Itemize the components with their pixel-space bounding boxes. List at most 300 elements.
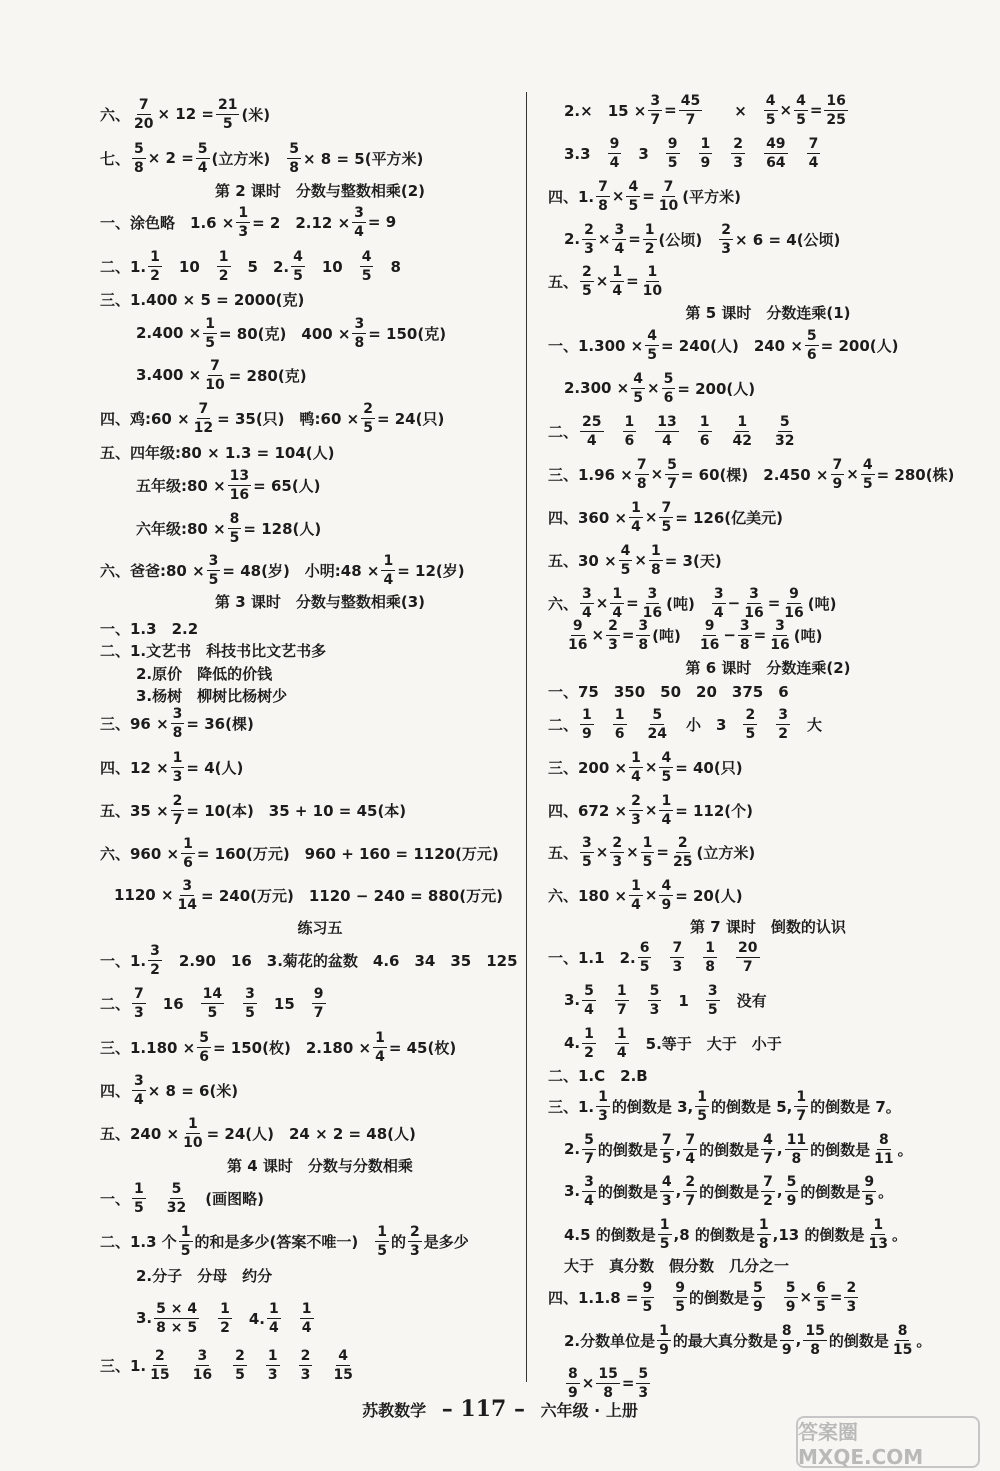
fraction (761, 1175, 775, 1208)
fraction (671, 836, 694, 869)
denominator: 6 (806, 346, 817, 363)
fraction (751, 1281, 765, 1314)
denominator: 4 (612, 604, 623, 621)
answer-text: 3.400 × (136, 366, 202, 384)
answer-text (638, 421, 653, 442)
numerator: 2 (363, 400, 373, 417)
answer-text: , (675, 1140, 682, 1158)
answer-text: 一、1.300 × (548, 336, 644, 355)
answer-text: 三、1. (548, 1097, 595, 1116)
answer-line (136, 512, 321, 545)
fraction (613, 708, 627, 741)
denominator: 5 (222, 115, 233, 132)
answer-text: 3 (623, 144, 664, 163)
answer-text: 三、200 × (548, 758, 628, 777)
numerator: 4 (862, 456, 873, 473)
denominator: 10 (205, 376, 225, 393)
answer-text: × 2 = (147, 149, 194, 167)
fraction (648, 984, 662, 1017)
answer-text: 5.等于 大于 小于 (630, 1034, 782, 1053)
answer-text: × 8 = 5(平方米) (303, 149, 424, 168)
denominator: 5 (661, 768, 672, 785)
fraction (610, 587, 624, 620)
denominator: 5 (675, 1298, 686, 1315)
answer-text: × (644, 801, 658, 819)
fraction (608, 137, 622, 170)
answer-text (747, 143, 762, 164)
fraction (776, 708, 790, 741)
fraction (596, 1367, 619, 1400)
fraction (361, 402, 375, 435)
fraction (132, 1182, 146, 1215)
answer-text: 4.5 的倒数是 (564, 1225, 656, 1244)
answer-line (100, 1074, 238, 1107)
denominator: 8 (598, 197, 608, 214)
denominator: 9 (582, 725, 592, 742)
fraction (300, 1302, 314, 1335)
numerator: 5 × 4 (156, 1300, 198, 1317)
denominator: 10 (642, 282, 663, 299)
numerator: 1 (737, 413, 748, 430)
numerator: 11 (786, 1131, 807, 1148)
answer-text: 的倒数是 7。 (810, 1097, 901, 1116)
numerator: 1 (172, 749, 183, 766)
denominator: 5 (134, 1199, 144, 1216)
numerator: 5 (753, 1279, 763, 1296)
numerator: 1 (631, 749, 641, 766)
numerator: 7 (685, 1131, 696, 1148)
answer-text: 大 (791, 715, 822, 734)
numerator: 3 (172, 705, 183, 722)
fraction (657, 1324, 671, 1357)
fraction (641, 1281, 655, 1314)
answer-text: 五、 (548, 272, 579, 291)
answer-text: 的倒数是 (699, 1182, 760, 1201)
denominator: 2 (150, 961, 160, 978)
answer-text: = 65(人) (253, 476, 321, 495)
fraction (312, 987, 326, 1020)
answer-line (548, 794, 753, 827)
denominator: 5 (363, 419, 373, 436)
answer-text: × (595, 843, 609, 861)
fraction (287, 142, 301, 175)
denominator: 7 (616, 1001, 627, 1018)
fraction (782, 587, 805, 620)
denominator: 5 (765, 111, 776, 128)
fraction (375, 1225, 389, 1258)
answer-text: 是多少 (423, 1232, 469, 1251)
answer-text: 一、涂色略 1.6 × (100, 213, 235, 232)
numerator: 3 (650, 92, 661, 109)
denominator: 2 (778, 725, 788, 742)
answer-text: ,8 的倒数是 (673, 1225, 755, 1244)
fraction (698, 619, 721, 652)
answer-text: 四、 (100, 1081, 131, 1100)
denominator: 7 (667, 475, 677, 492)
page-footer: 苏教数学 – 117 – 六年级 · 上册 (362, 1396, 638, 1422)
answer-text: = 128(人) (243, 519, 322, 538)
denominator: 5 (661, 1150, 672, 1167)
numerator: 7 (134, 985, 144, 1002)
fraction (794, 94, 808, 127)
numerator: 1 (705, 939, 715, 956)
denominator: 5 (229, 529, 240, 546)
numerator: 8 (568, 1365, 578, 1382)
answer-text: × 8 = 6(米) (147, 1081, 239, 1100)
fraction (596, 1090, 610, 1123)
fraction (331, 1349, 354, 1382)
numerator: 1 (700, 135, 711, 152)
answer-text: = 3(天) (664, 551, 722, 570)
denominator: 5 (647, 346, 657, 363)
answer-text: × (644, 886, 658, 904)
numerator: 9 (864, 1173, 875, 1190)
numerator: 1 (134, 1180, 144, 1197)
answer-line (100, 250, 401, 283)
fraction (706, 984, 720, 1017)
denominator: 3 (638, 1384, 649, 1401)
answer-text: 2.原价 降低的价钱 (136, 664, 273, 683)
answer-text: = 240(万元) 1120 − 240 = 880(万元) (201, 886, 503, 905)
fraction (736, 941, 759, 974)
fraction (148, 250, 162, 283)
denominator: 8 × 5 (156, 1319, 198, 1336)
denominator: 5 (620, 561, 631, 578)
numerator: 2 (410, 1223, 420, 1240)
denominator: 4 (301, 1319, 312, 1336)
denominator: 4 (584, 1192, 594, 1209)
fraction (267, 1302, 281, 1335)
numerator: 5 (638, 1365, 649, 1382)
answer-line (548, 1065, 648, 1086)
fraction (773, 415, 796, 448)
answer-text: 三、1.400 × 5 = 2000(克) (100, 290, 305, 309)
answer-text: − (727, 594, 741, 612)
answer-line (136, 1302, 316, 1335)
fraction (582, 223, 596, 256)
denominator: 2 (220, 1319, 230, 1336)
fraction (196, 142, 210, 175)
fraction (217, 250, 231, 283)
numerator: 4 (661, 749, 672, 766)
answer-text: (平方米) (682, 187, 741, 206)
answer-text: = 60(棵) 2.450 × (680, 465, 829, 484)
answer-text: 的倒数是 (597, 1182, 658, 1201)
answer-text: 四、1. (548, 187, 595, 206)
denominator: 2 (218, 267, 229, 284)
answer-text: × (647, 379, 660, 397)
denominator: 3 (661, 1192, 672, 1209)
denominator: 5 (864, 1192, 875, 1209)
fraction (638, 941, 652, 974)
answer-text: (公顷) (658, 230, 718, 249)
numerator: 2 (612, 834, 623, 851)
denominator: 3 (612, 853, 623, 870)
denominator: 4 (685, 1150, 696, 1167)
numerator: 9 (789, 585, 799, 602)
numerator: 7 (636, 456, 647, 473)
numerator: 7 (661, 1131, 672, 1148)
denominator: 7 (796, 1107, 807, 1124)
fraction (615, 984, 629, 1017)
numerator: 3 (713, 585, 724, 602)
numerator: 3 (134, 1072, 144, 1089)
answer-text (283, 1308, 298, 1329)
numerator: 1 (377, 1223, 388, 1240)
denominator: 64 (766, 154, 786, 171)
numerator: 5 (134, 140, 144, 157)
fraction (606, 619, 620, 652)
numerator: 9 (609, 135, 620, 152)
answer-text: 4. (564, 1034, 581, 1052)
fraction (665, 458, 679, 491)
answer-text: 5 2. (232, 257, 290, 276)
numerator: 1 (220, 1300, 230, 1317)
fraction (132, 987, 146, 1020)
answer-text: = (626, 272, 639, 290)
numerator: 45 (680, 92, 701, 109)
answer-line (548, 544, 722, 577)
numerator: 3 (354, 204, 364, 221)
denominator: 25 (826, 111, 846, 128)
answer-line (564, 1133, 913, 1166)
denominator: 10 (183, 1134, 203, 1151)
answer-text: 三、1.180 × (100, 1038, 196, 1057)
fraction (299, 1349, 313, 1382)
denominator: 4 (609, 154, 620, 171)
fraction (360, 250, 374, 283)
denominator: 7 (172, 811, 183, 828)
denominator: 5 (205, 334, 215, 351)
answer-text: 的倒数是 (597, 1140, 658, 1159)
answer-text: 10 (306, 257, 358, 276)
answer-text (226, 993, 241, 1014)
answer-text: × (846, 465, 859, 483)
answer-text (148, 1188, 163, 1209)
numerator: 2 (155, 1347, 165, 1364)
numerator: 3 (707, 982, 718, 999)
answer-text: 没有 (721, 991, 767, 1010)
numerator: 16 (826, 92, 846, 109)
numerator: 4 (765, 92, 776, 109)
numerator: 2 (582, 263, 592, 280)
answer-text: 一、1. (100, 951, 147, 970)
denominator: 3 (238, 223, 249, 240)
answer-line (548, 941, 762, 974)
answer-text: 15 (258, 994, 310, 1013)
fraction (582, 1175, 596, 1208)
denominator: 3 (846, 1298, 857, 1315)
page-number: 117 (460, 1396, 507, 1422)
numerator: 25 (582, 413, 602, 430)
fraction (171, 751, 185, 784)
fraction (165, 1182, 188, 1215)
denominator: 3 (584, 240, 594, 257)
numerator: 5 (779, 413, 790, 430)
fraction (757, 1218, 771, 1251)
answer-line (100, 1225, 469, 1258)
fraction (658, 1218, 672, 1251)
numerator: 1 (612, 263, 623, 280)
numerator: 1 (150, 248, 160, 265)
denominator: 7 (650, 111, 661, 128)
numerator: 1 (180, 1223, 191, 1240)
fraction (698, 415, 712, 448)
numerator: 4 (763, 1131, 773, 1148)
fraction (192, 402, 215, 435)
fraction (266, 1349, 280, 1382)
denominator: 5 (582, 853, 592, 870)
denominator: 9 (832, 475, 843, 492)
fraction (171, 794, 185, 827)
denominator: 8 (603, 1384, 613, 1401)
answer-line (100, 837, 499, 870)
numerator: 1 (612, 585, 623, 602)
footer-subject: 苏教数学 (362, 1401, 427, 1420)
answer-text: × (644, 508, 658, 526)
fraction (785, 1133, 808, 1166)
fraction (662, 372, 676, 405)
numerator: 2 (608, 617, 618, 634)
numerator: 21 (217, 96, 238, 113)
fraction (648, 94, 662, 127)
denominator: 11 (874, 1150, 894, 1167)
numerator: 9 (572, 617, 583, 634)
denominator: 9 (753, 1298, 763, 1315)
answer-text: = (753, 626, 767, 644)
fraction (861, 458, 875, 491)
answer-line (100, 751, 243, 784)
fraction (641, 265, 664, 298)
numerator: 4 (633, 370, 643, 387)
fraction (699, 137, 713, 170)
denominator: 5 (796, 111, 806, 128)
answer-line (564, 1027, 782, 1060)
fraction (719, 223, 733, 256)
answer-text: 一、1.3 2.2 (100, 619, 199, 638)
denominator: 8 (638, 636, 649, 653)
fraction (780, 1324, 794, 1357)
answer-line (100, 402, 444, 435)
answer-text: 。 (891, 1225, 907, 1244)
answer-text: × (644, 758, 658, 776)
answer-text: 16 (147, 994, 199, 1013)
answer-text: 3.杨树 柳树比杨树少 (136, 686, 288, 705)
answer-text: (吨) (807, 594, 837, 613)
numerator: 1 (238, 204, 249, 221)
denominator: 3 (721, 240, 732, 257)
numerator: 3 (775, 617, 785, 634)
answer-text (598, 1033, 613, 1054)
numerator: 2 (685, 1173, 696, 1190)
answer-text: 10 (163, 257, 215, 276)
answer-text: 2.300 × (564, 379, 630, 397)
numerator: 3 (647, 585, 658, 602)
answer-text: 二、 (100, 994, 131, 1013)
answer-text (759, 714, 774, 735)
answer-text: 8 (375, 257, 401, 276)
numerator: 7 (598, 178, 608, 195)
answer-text: × (799, 1288, 813, 1306)
fraction (580, 836, 594, 869)
fraction (636, 619, 650, 652)
answer-text (656, 1287, 671, 1308)
answer-line (100, 1182, 264, 1215)
denominator: 8 (172, 724, 183, 741)
answer-text: × (779, 101, 793, 119)
section-heading: 第 5 课时 分数连乘(1) (685, 304, 851, 322)
denominator: 4 (134, 1091, 144, 1108)
denominator: 5 (642, 1298, 653, 1315)
numerator: 5 (199, 1029, 209, 1046)
answer-text: 五、30 × (548, 551, 617, 570)
answer-text (714, 421, 729, 442)
numerator: 1 (647, 263, 658, 280)
answer-text: 六、 (100, 105, 131, 124)
answer-text: 的 (391, 1232, 407, 1251)
numerator: 3 (182, 877, 193, 894)
fraction (641, 836, 655, 869)
answer-text (719, 947, 734, 968)
denominator: 5 (207, 1004, 218, 1021)
answer-text: 1120 × (114, 886, 174, 904)
answer-line (548, 501, 783, 534)
numerator: 8 (878, 1131, 889, 1148)
fraction (657, 180, 680, 213)
denominator: 10 (658, 197, 679, 214)
fraction (181, 1117, 204, 1150)
answer-line (100, 206, 396, 239)
answer-text: 。 (916, 1331, 932, 1350)
answer-text: (米) (241, 105, 271, 124)
answer-text: 五、35 × (100, 801, 169, 820)
fraction (154, 1302, 199, 1335)
denominator: 7 (685, 111, 696, 128)
answer-line (100, 289, 304, 310)
denominator: 6 (183, 854, 193, 871)
column-divider (526, 92, 527, 1382)
answer-text (790, 143, 805, 164)
answer-text (201, 1308, 216, 1329)
numerator: 1 (661, 792, 672, 809)
answer-text: 1 (663, 991, 704, 1010)
numerator: 7 (138, 96, 149, 113)
numerator: 8 (229, 510, 240, 527)
numerator: 4 (661, 877, 672, 894)
numerator: 4 (293, 248, 303, 265)
denominator: 3 (631, 811, 641, 828)
answer-line (548, 415, 799, 448)
numerator: 6 (639, 939, 650, 956)
denominator: 15 (892, 1341, 913, 1358)
answer-text: 2.分数单位是 (564, 1331, 656, 1350)
fraction (148, 1349, 171, 1382)
fraction (636, 1367, 650, 1400)
answer-text: 五、 (548, 843, 579, 862)
answer-text: × (634, 551, 647, 569)
fraction (629, 751, 643, 784)
denominator: 3 (598, 1107, 608, 1124)
fraction (207, 554, 221, 587)
numerator: 8 (897, 1322, 908, 1339)
answer-text: = (626, 594, 639, 612)
denominator: 15 (150, 1366, 170, 1383)
answer-line (114, 879, 503, 912)
numerator: 1 (699, 413, 710, 430)
fraction (626, 180, 640, 213)
numerator: 2 (745, 706, 756, 723)
numerator: 7 (808, 135, 819, 152)
